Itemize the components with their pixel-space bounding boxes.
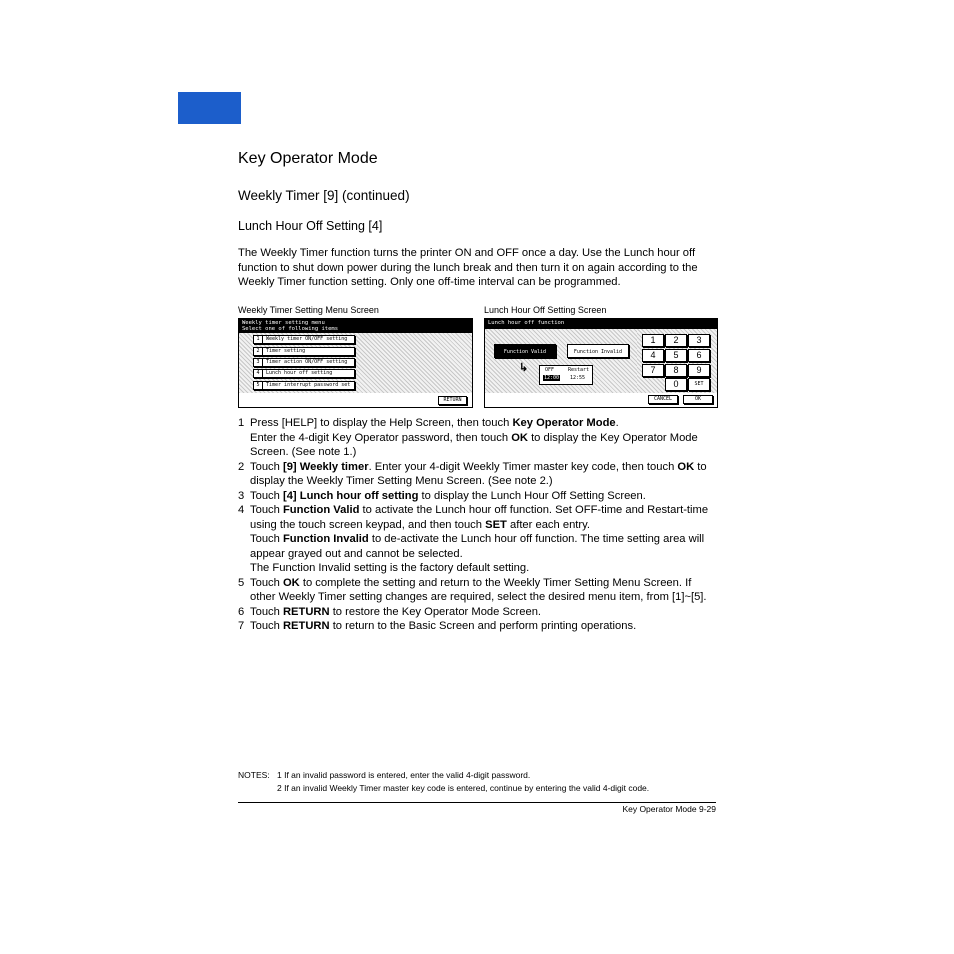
intro-paragraph: The Weekly Timer function turns the printer ON and OFF once a day. Use the Lunch hour off function to shut down power during the lunch break and then turn it on again according to the Weekly Timer function setting. Only one off-time interval can be programmed. (238, 247, 698, 289)
time-setting-area (539, 365, 593, 385)
step-text: to complete the setting and return to the Weekly Timer Setting Menu Screen. If other Weekly Timer setting changes are required, select the desired menu item, from [1]~[5]. (250, 576, 707, 603)
return-button[interactable]: RETURN (438, 396, 467, 405)
chapter-tab (178, 92, 241, 124)
step-text: Touch (250, 620, 283, 632)
step-text: to activate the Lunch hour off function. Set OFF-time and Restart-time using the touch screen keypad, and then touch (250, 504, 709, 531)
step-emphasis: Function Valid (282, 504, 360, 516)
step-text: Touch (250, 460, 283, 473)
function-invalid-button[interactable]: Function Invalid (567, 344, 629, 358)
note-1: 1 If an invalid password is entered, enter the valid 4-digit password. (277, 770, 531, 780)
menu-item-5-number[interactable]: 5 (253, 381, 263, 390)
key-0[interactable]: 0 (665, 378, 687, 391)
step-text: to display the Lunch Hour Off Setting Screen. (418, 489, 646, 502)
step-text: . Enter your 4-digit Weekly Timer master key code, then touch (368, 460, 678, 473)
key-8[interactable]: 8 (665, 364, 687, 377)
key-9[interactable]: 9 (688, 364, 710, 377)
restart-time-field[interactable]: 12:55 (570, 375, 586, 381)
step-text: Touch (250, 533, 283, 545)
step-text: Enter the 4-digit Key Operator password, then touch (250, 431, 512, 444)
step-number: 4 (238, 504, 245, 516)
procedure-steps (238, 416, 718, 634)
off-label: OFF (545, 367, 555, 373)
menu-item-1[interactable]: Weekly timer ON/OFF setting (262, 335, 355, 344)
screen1-header-line2: Select one of following items (242, 326, 339, 332)
step-text: to display the Weekly Timer Setting Menu Screen. (See note 2.) (250, 460, 707, 487)
step-text: . (615, 417, 619, 429)
step-emphasis: SET (485, 518, 507, 531)
step-number: 7 (238, 620, 245, 632)
key-5[interactable]: 5 (665, 349, 687, 362)
screen1-caption: Weekly Timer Setting Menu Screen (238, 305, 379, 315)
step-paragraph (238, 460, 718, 489)
key-4[interactable]: 4 (642, 349, 664, 362)
note-2: 2 If an invalid Weekly Timer master key code is entered, continue by entering the valid 4-digit code. (277, 783, 650, 793)
step-emphasis: [4] Lunch hour off setting (282, 489, 419, 502)
return-arrow-icon: ↳ (519, 362, 529, 374)
key-7[interactable]: 7 (642, 364, 664, 377)
set-button[interactable]: SET (688, 378, 710, 391)
step-emphasis: OK (511, 431, 528, 444)
step-paragraph (238, 489, 718, 504)
menu-item-3-number[interactable]: 3 (253, 358, 263, 367)
notes (238, 769, 649, 795)
lunch-hour-off-screen (484, 318, 718, 408)
step-paragraph (238, 619, 718, 634)
step-paragraph (238, 576, 718, 605)
step-number: 5 (238, 576, 245, 589)
off-time-field[interactable]: 12:00 (544, 375, 560, 381)
step-paragraph (238, 561, 718, 576)
restart-label: Restart (568, 367, 590, 373)
screen2-caption: Lunch Hour Off Setting Screen (484, 305, 607, 315)
key-1[interactable]: 1 (642, 334, 664, 347)
menu-item-4-number[interactable]: 4 (253, 369, 263, 378)
step-paragraph (238, 431, 718, 460)
page-footer: Key Operator Mode 9-29 (622, 804, 716, 814)
step-paragraph (238, 416, 718, 431)
step-emphasis: Key Operator Mode (512, 417, 616, 429)
step-text: to display the Key Operator Mode Screen. (See note 1.) (250, 431, 698, 458)
step-text: Touch (250, 605, 283, 618)
screen1-header-line1: Weekly timer setting menu (242, 320, 325, 326)
key-2[interactable]: 2 (665, 334, 687, 347)
menu-item-3[interactable]: Timer action ON/OFF setting (262, 358, 355, 367)
step-text: to return to the Basic Screen and perform printing operations. (329, 620, 637, 632)
step-paragraph (238, 605, 718, 620)
step-emphasis: OK (677, 460, 695, 473)
step-text: Touch (250, 576, 283, 589)
screen1-header (239, 319, 472, 333)
ok-button[interactable]: OK (683, 395, 713, 404)
step-number: 6 (238, 605, 245, 618)
step-number: 1 (238, 417, 245, 429)
weekly-timer-menu-screen (238, 318, 473, 408)
notes-label: NOTES: (238, 770, 270, 780)
function-valid-button[interactable]: Function Valid (494, 344, 556, 358)
menu-item-4[interactable]: Lunch hour off setting (262, 369, 355, 378)
menu-item-2-number[interactable]: 2 (253, 347, 263, 356)
page-subheading: Weekly Timer [9] (continued) (238, 188, 410, 203)
step-text: Touch (250, 504, 283, 516)
step-text: to de-activate the Lunch hour off function. The time setting area will appear grayed out and cannot be selected. (250, 533, 705, 560)
step-emphasis: [9] Weekly timer (282, 460, 369, 473)
step-paragraph (238, 532, 718, 561)
page-heading: Key Operator Mode (238, 150, 378, 167)
key-3[interactable]: 3 (688, 334, 710, 347)
step-paragraph (238, 503, 718, 532)
menu-item-1-number[interactable]: 1 (253, 335, 263, 344)
step-number: 3 (238, 489, 245, 502)
step-text: to restore the Key Operator Mode Screen. (329, 605, 542, 618)
step-text: Touch (250, 489, 283, 502)
step-emphasis: RETURN (282, 620, 330, 632)
step-text: The Function Invalid setting is the factory default setting. (250, 562, 530, 574)
key-6[interactable]: 6 (688, 349, 710, 362)
menu-item-2[interactable]: Timer setting (262, 347, 355, 356)
step-emphasis: RETURN (282, 605, 330, 618)
menu-item-5[interactable]: Timer interrupt password set (262, 381, 355, 390)
screen2-header: Lunch hour off function (485, 319, 717, 329)
step-emphasis: OK (282, 576, 300, 589)
cancel-button[interactable]: CANCEL (648, 395, 678, 404)
step-text: after each entry. (506, 518, 590, 531)
step-emphasis: Function Invalid (282, 533, 369, 545)
footer-rule (238, 802, 716, 803)
step-number: 2 (238, 460, 245, 473)
step-text: Press [HELP] to display the Help Screen, then touch (250, 417, 513, 429)
section-heading: Lunch Hour Off Setting [4] (238, 219, 383, 233)
